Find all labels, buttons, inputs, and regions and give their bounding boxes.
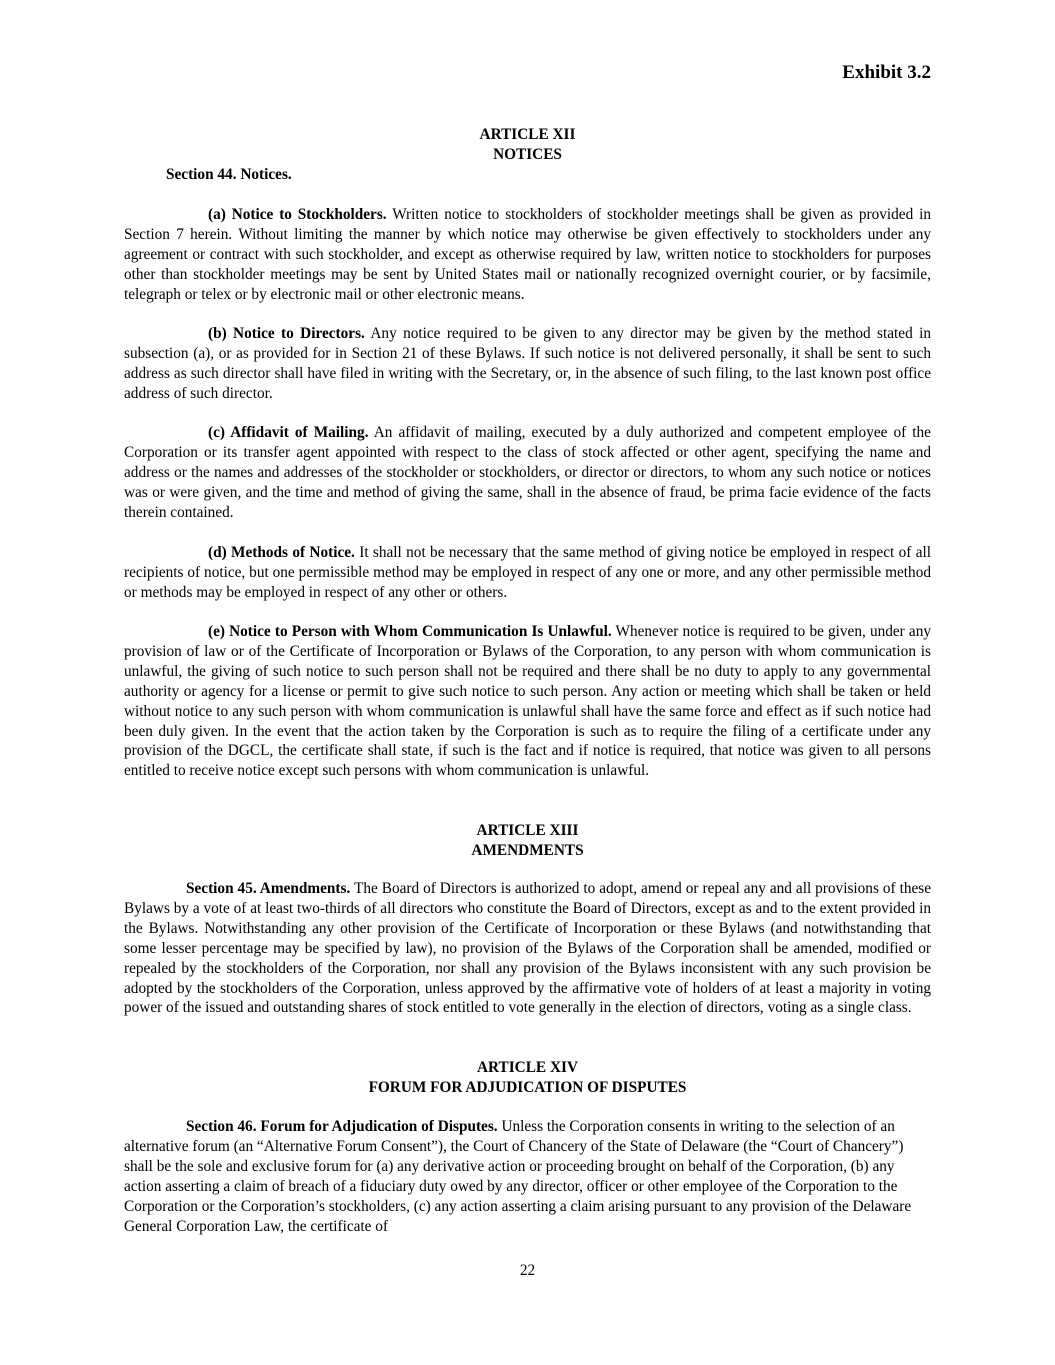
article-14-title: ARTICLE XIV: [476, 1059, 579, 1076]
section-45-paragraph: [124, 879, 931, 1018]
paragraph-b-text: Any notice required to be given to any director may be given by the method stated in subsection (a), or as provided for in Section 21 of these Bylaws. If such notice is not delivered personally, it shall be sent to such address as such director shall have filed in writing with the Secretary, or, in the absence of such filing, to the last known post office address of such director.: [124, 325, 931, 402]
page-number: 22: [519, 1262, 536, 1279]
article-13-subtitle: AMENDMENTS: [471, 842, 584, 859]
article-13-title: ARTICLE XIII: [476, 822, 579, 839]
paragraph-c-text: An affidavit of mailing, executed by a duly authorized and competent employee of the Corporation or its transfer agent appointed with respect to the class of stock affected or other agent, specifying the name and address or the names and addresses of the stockholder or stockholders, or director or directors, to whom any such notice or notices was or were given, and the time and method of giving the same, shall in the absence of fraud, be prima facie evidence of the facts therein contained.: [124, 424, 931, 521]
section-45-lead: Section 45. Amendments.: [186, 880, 351, 897]
section-46-lead: Section 46. Forum for Adjudication of Disputes.: [186, 1118, 498, 1135]
section-46-text: Unless the Corporation consents in writing to the selection of an alternative forum (an “Alternative Forum Consent”), the Court of Chancery of the State of Delaware (the “Court of Chancery”) shall be the sole and exclusive forum for (a) any derivative action or proceeding brought on behalf of the Corporation, (b) any action asserting a claim of breach of a fiduciary duty owed by any director, officer or other employee of the Corporation to the Corporation or the Corporation’s stockholders, (c) any action asserting a claim arising pursuant to any provision of the Delaware General Corporation Law, the certificate of: [124, 1118, 912, 1235]
paragraph-b: [124, 324, 931, 404]
paragraph-a-lead: (a) Notice to Stockholders.: [208, 206, 387, 223]
article-12-subtitle: NOTICES: [493, 146, 562, 163]
paragraph-a: [124, 205, 931, 305]
paragraph-d-text: It shall not be necessary that the same method of giving notice be employed in respect of all recipients of notice, but one permissible method may be employed in respect of any one or more, and any other permissible method or methods may be employed in respect of any other or others.: [124, 544, 931, 601]
article-12-title: ARTICLE XII: [479, 126, 576, 143]
paragraph-e-text: Whenever notice is required to be given, under any provision of law or of the Certificate of Incorporation or Bylaws of the Corporation, to any person with whom communication is unlawful, the giving of such notice to such person shall not be required and there shall be no duty to apply to any governmental authority or agency for a license or permit to give such notice to such person. Any action or meeting which shall be taken or held without notice to any such person with whom communication is unlawful shall have the same force and effect as if such notice had been duly given. In the event that the action taken by the Corporation is such as to require the filing of a certificate under any provision of the DGCL, the certificate shall state, if such is the fact and if notice is required, that notice was given to all persons entitled to receive notice except such persons with whom communication is unlawful.: [124, 623, 931, 780]
article-14-subtitle: FORUM FOR ADJUDICATION OF DISPUTES: [368, 1079, 687, 1096]
section-46-paragraph: [124, 1117, 931, 1236]
paragraph-c: [124, 423, 931, 523]
section-44-heading: Section 44. Notices.: [166, 166, 292, 183]
paragraph-b-lead: (b) Notice to Directors.: [208, 325, 365, 342]
paragraph-a-text: Written notice to stockholders of stockholder meetings shall be given as provided in Section 7 herein. Without limiting the manner by which notice may otherwise be given effectively to stockholders under any agreement or contract with such stockholder, and except as otherwise required by law, written notice to stockholders for purposes other than stockholder meetings may be sent by United States mail or nationally recognized overnight courier, or by facsimile, telegraph or telex or by electronic mail or other electronic means.: [124, 206, 931, 303]
paragraph-d-lead: (d) Methods of Notice.: [208, 544, 355, 561]
paragraph-e: [124, 622, 931, 781]
paragraph-c-lead: (c) Affidavit of Mailing.: [208, 424, 369, 441]
paragraph-e-lead: (e) Notice to Person with Whom Communication Is Unlawful.: [208, 623, 612, 640]
exhibit-label: Exhibit 3.2: [842, 62, 931, 83]
paragraph-d: [124, 543, 931, 603]
section-45-text: The Board of Directors is authorized to adopt, amend or repeal any and all provisions of these Bylaws by a vote of at least two-thirds of all directors who constitute the Board of Directors, except as and to the extent provided in the Bylaws. Notwithstanding any other provision of the Certificate of Incorporation or these Bylaws (and notwithstanding that some lesser percentage may be specified by law), no provision of the Bylaws of the Corporation shall be amended, modified or repealed by the stockholders of the Corporation, nor shall any provision of the Bylaws inconsistent with any such provision be adopted by the stockholders of the Corporation, unless approved by the affirmative vote of holders of at least a majority in voting power of the issued and outstanding shares of stock entitled to vote generally in the election of directors, voting as a single class.: [124, 880, 932, 1017]
